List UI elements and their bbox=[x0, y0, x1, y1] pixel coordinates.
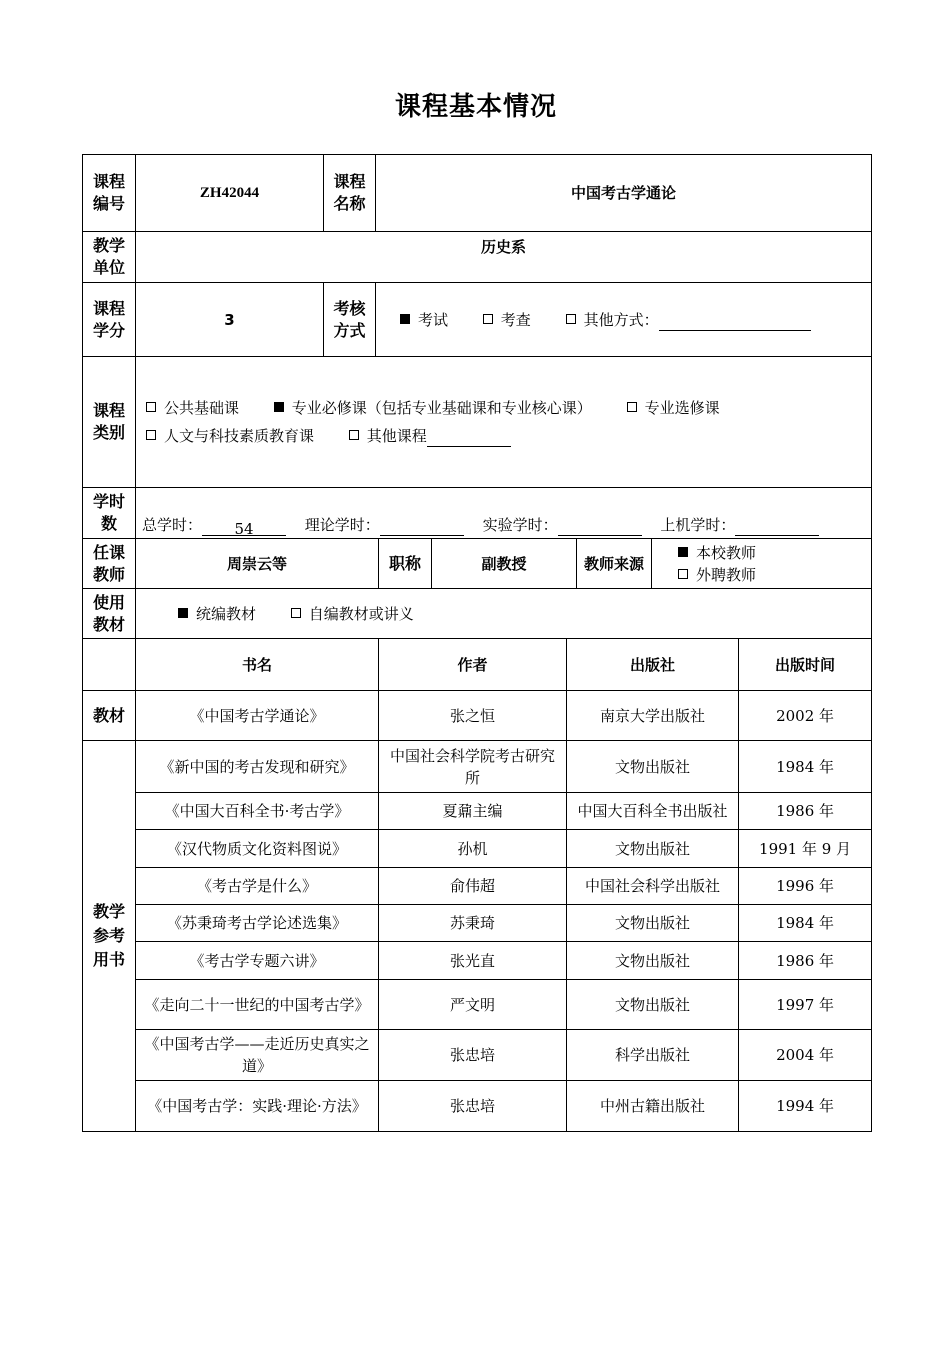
material-option-standard[interactable]: 统编教材 bbox=[178, 603, 256, 625]
reference-book-date: 1996 年 bbox=[739, 868, 872, 905]
reference-book-name: 《中国考古学：实践·理论·方法》 bbox=[136, 1081, 379, 1132]
exam-option-check[interactable]: 考查 bbox=[483, 309, 531, 331]
reference-book-publisher: 中州古籍出版社 bbox=[567, 1081, 739, 1132]
reference-book-author: 中国社会科学院考古研究所 bbox=[379, 741, 567, 793]
row-course-code bbox=[83, 155, 872, 232]
row-material bbox=[83, 589, 872, 639]
lab-hours: 实验学时： bbox=[483, 514, 642, 536]
teacher-source-options bbox=[652, 539, 872, 589]
textbook-label: 教材 bbox=[83, 691, 136, 741]
reference-book-name: 《考古学是什么》 bbox=[136, 868, 379, 905]
reference-label: 教学参考用书 bbox=[83, 741, 136, 1132]
theory-hours-blank[interactable] bbox=[380, 518, 464, 536]
textbook-date: 2002 年 bbox=[739, 691, 872, 741]
row-teaching-unit bbox=[83, 232, 872, 283]
reference-book-publisher: 科学出版社 bbox=[567, 1030, 739, 1081]
teacher-source-label: 教师来源 bbox=[577, 539, 652, 589]
book-header-blank bbox=[83, 639, 136, 691]
reference-book-publisher: 中国大百科全书出版社 bbox=[567, 793, 739, 830]
total-hours: 总学时： 54 bbox=[142, 514, 286, 536]
reference-row bbox=[83, 942, 872, 980]
reference-row bbox=[83, 868, 872, 905]
unchecked-box-icon bbox=[566, 314, 576, 324]
reference-book-publisher: 文物出版社 bbox=[567, 741, 739, 793]
reference-book-name: 《考古学专题六讲》 bbox=[136, 942, 379, 980]
teaching-unit-label: 教学单位 bbox=[83, 232, 136, 283]
course-type-line-1 bbox=[140, 397, 867, 419]
reference-row bbox=[83, 830, 872, 868]
exam-option-exam[interactable]: 考试 bbox=[400, 309, 448, 331]
reference-book-author: 俞伟超 bbox=[379, 868, 567, 905]
row-teacher bbox=[83, 539, 872, 589]
book-publisher-header: 出版社 bbox=[567, 639, 739, 691]
type-option-public[interactable]: 公共基础课 bbox=[146, 397, 239, 419]
reference-row bbox=[83, 741, 872, 793]
exam-other-blank[interactable] bbox=[659, 313, 811, 331]
credits-value: 3 bbox=[136, 283, 324, 357]
page-title: 课程基本情况 bbox=[394, 92, 557, 122]
unchecked-box-icon bbox=[483, 314, 493, 324]
reference-book-author: 夏鼐主编 bbox=[379, 793, 567, 830]
computer-hours: 上机学时： bbox=[660, 514, 819, 536]
material-option-self[interactable]: 自编教材或讲义 bbox=[291, 605, 414, 623]
theory-hours: 理论学时： bbox=[305, 514, 464, 536]
reference-book-author: 张忠培 bbox=[379, 1081, 567, 1132]
textbook-author: 张之恒 bbox=[379, 691, 567, 741]
reference-book-date: 1994 年 bbox=[739, 1081, 872, 1132]
book-author-header: 作者 bbox=[379, 639, 567, 691]
textbook-publisher: 南京大学出版社 bbox=[567, 691, 739, 741]
teacher-title-label: 职称 bbox=[379, 539, 432, 589]
reference-book-date: 1991 年 9 月 bbox=[739, 830, 872, 868]
reference-row bbox=[83, 905, 872, 942]
reference-book-name: 《新中国的考古发现和研究》 bbox=[136, 741, 379, 793]
reference-book-date: 1984 年 bbox=[739, 905, 872, 942]
teacher-value: 周崇云等 bbox=[136, 539, 379, 589]
reference-row bbox=[83, 1081, 872, 1132]
teacher-label: 任课教师 bbox=[83, 539, 136, 589]
exam-method-options bbox=[376, 283, 872, 357]
reference-book-name: 《中国大百科全书·考古学》 bbox=[136, 793, 379, 830]
total-hours-value[interactable]: 54 bbox=[202, 518, 286, 536]
course-code-value: ZH42044 bbox=[136, 155, 324, 232]
reference-row bbox=[83, 980, 872, 1030]
reference-book-author: 张光直 bbox=[379, 942, 567, 980]
unchecked-box-icon bbox=[349, 430, 359, 440]
lab-hours-blank[interactable] bbox=[558, 518, 642, 536]
reference-book-author: 孙机 bbox=[379, 830, 567, 868]
checked-box-icon bbox=[400, 314, 410, 324]
course-info-table bbox=[82, 154, 872, 1132]
book-name-header: 书名 bbox=[136, 639, 379, 691]
type-other-blank[interactable] bbox=[427, 429, 511, 447]
reference-row bbox=[83, 1030, 872, 1081]
reference-book-date: 1986 年 bbox=[739, 942, 872, 980]
course-code-label: 课程编号 bbox=[83, 155, 136, 232]
reference-book-name: 《汉代物质文化资料图说》 bbox=[136, 830, 379, 868]
unchecked-box-icon bbox=[146, 430, 156, 440]
book-header-row bbox=[83, 639, 872, 691]
material-label: 使用教材 bbox=[83, 589, 136, 639]
reference-book-publisher: 中国社会科学出版社 bbox=[567, 868, 739, 905]
reference-book-publisher: 文物出版社 bbox=[567, 830, 739, 868]
unchecked-box-icon bbox=[146, 402, 156, 412]
reference-book-author: 苏秉琦 bbox=[379, 905, 567, 942]
reference-book-author: 张忠培 bbox=[379, 1030, 567, 1081]
reference-book-publisher: 文物出版社 bbox=[567, 905, 739, 942]
material-options bbox=[136, 589, 872, 639]
reference-book-date: 2004 年 bbox=[739, 1030, 872, 1081]
course-name-label: 课程名称 bbox=[324, 155, 376, 232]
hours-values bbox=[136, 488, 872, 539]
book-date-header: 出版时间 bbox=[739, 639, 872, 691]
reference-book-name: 《苏秉琦考古学论述选集》 bbox=[136, 905, 379, 942]
reference-book-date: 1986 年 bbox=[739, 793, 872, 830]
course-type-options bbox=[136, 357, 872, 488]
row-credits bbox=[83, 283, 872, 357]
type-option-elective[interactable]: 专业选修课 bbox=[627, 399, 720, 417]
reference-book-date: 1984 年 bbox=[739, 741, 872, 793]
checked-box-icon bbox=[178, 608, 188, 618]
course-type-line-2 bbox=[140, 425, 867, 447]
teaching-unit-value: 历史系 bbox=[136, 232, 872, 283]
hours-label: 学时数 bbox=[83, 488, 136, 539]
reference-book-author: 严文明 bbox=[379, 980, 567, 1030]
course-type-label: 课程类别 bbox=[83, 357, 136, 488]
teacher-title-value: 副教授 bbox=[432, 539, 577, 589]
exam-option-other[interactable]: 其他方式： bbox=[566, 311, 811, 329]
unchecked-box-icon bbox=[627, 402, 637, 412]
textbook-name: 《中国考古学通论》 bbox=[136, 691, 379, 741]
source-option-external[interactable]: 外聘教师 bbox=[678, 564, 867, 586]
reference-row bbox=[83, 793, 872, 830]
reference-book-publisher: 文物出版社 bbox=[567, 980, 739, 1030]
computer-hours-blank[interactable] bbox=[735, 518, 819, 536]
checked-box-icon bbox=[678, 547, 688, 557]
unchecked-box-icon bbox=[291, 608, 301, 618]
reference-book-name: 《走向二十一世纪的中国考古学》 bbox=[136, 980, 379, 1030]
type-option-required[interactable]: 专业必修课（包括专业基础课和专业核心课） bbox=[274, 397, 592, 419]
type-option-humanities[interactable]: 人文与科技素质教育课 bbox=[146, 425, 314, 447]
unchecked-box-icon bbox=[678, 569, 688, 579]
reference-book-publisher: 文物出版社 bbox=[567, 942, 739, 980]
textbook-row bbox=[83, 691, 872, 741]
row-hours bbox=[83, 488, 872, 539]
exam-method-label: 考核方式 bbox=[324, 283, 376, 357]
source-option-internal[interactable]: 本校教师 bbox=[678, 542, 867, 564]
course-name-value: 中国考古学通论 bbox=[376, 155, 872, 232]
credits-label: 课程学分 bbox=[83, 283, 136, 357]
checked-box-icon bbox=[274, 402, 284, 412]
reference-book-date: 1997 年 bbox=[739, 980, 872, 1030]
row-course-type bbox=[83, 357, 872, 488]
reference-book-name: 《中国考古学——走近历史真实之道》 bbox=[136, 1030, 379, 1081]
type-option-other[interactable]: 其他课程 bbox=[349, 427, 511, 445]
